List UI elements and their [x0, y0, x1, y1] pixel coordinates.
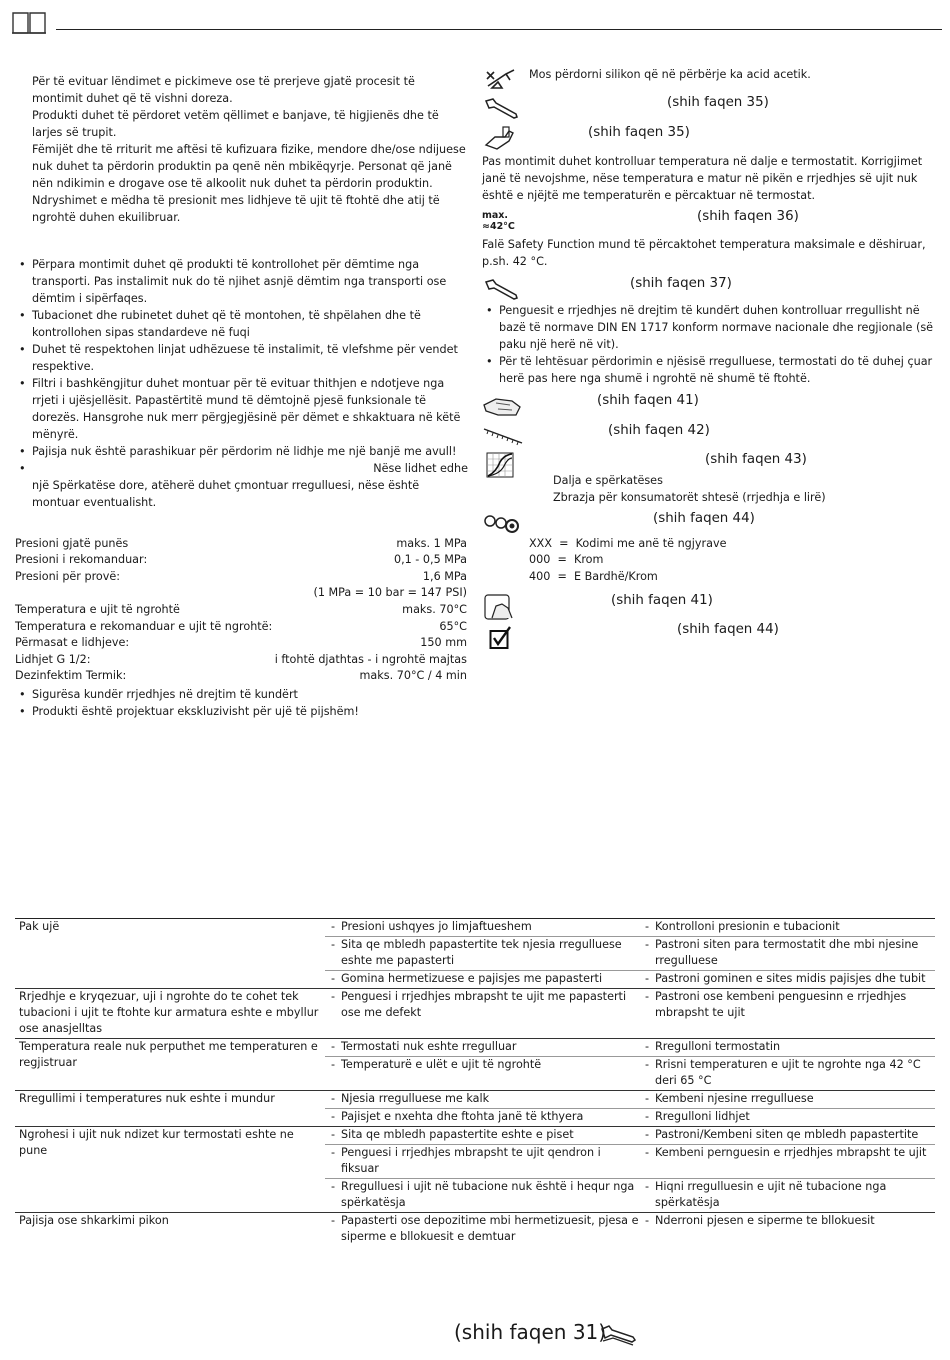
color-code-row [529, 551, 603, 568]
problem-cell: Pajisja ose shkarkimi pikon [15, 1213, 325, 1247]
silicone-warning: Mos përdorni silikon që në përbërje ka acid acetik. [529, 68, 811, 81]
fix-cell: - Kontrolloni presionin e tubacionit [645, 919, 935, 935]
maintenance-notes [482, 302, 934, 387]
tech-key: Presioni gjatë punës [15, 537, 129, 550]
fix-cell: - Rregulloni lidhjet [645, 1109, 935, 1125]
table-row [15, 1213, 935, 1247]
list-item: • Tubacionet dhe rubinetet duhet që të montohen, të shpëlahen dhe të kontrollohen sipas standardeve në fuqi [15, 307, 468, 341]
tech-key: Temperatura e ujit të ngrohtë [15, 603, 180, 616]
ref-page: (shih faqen 41) [611, 593, 713, 608]
table-row [15, 989, 935, 1039]
tech-row [15, 634, 467, 651]
header-rule [56, 29, 942, 30]
ref-page: (shih faqen 44) [677, 622, 779, 637]
cause-cell: - Gomina hermetizuese e pajisjes me papasterti [331, 971, 639, 987]
fix-cell: - Pastroni ose kembeni penguesinn e rrjedhjes mbrapsht te ujit [645, 989, 935, 1021]
cause-cell: - Presioni ushqyes jo limjaftueshem [331, 919, 639, 935]
list-item: • Penguesit e rrjedhjes në drejtim të kundërt duhen kontrolluar rregullisht në bazë të normave DIN EN 1717 konform normave nacionale dhe regjionale (së paku një herë në vit). [482, 302, 934, 353]
max-temp-value: ≈42°C [482, 221, 515, 232]
flow-label-drain: Zbrazja për konsumatorët shtesë (rrjedhja e lirë) [553, 491, 826, 504]
tech-row [15, 667, 467, 684]
tech-key: Presioni për provë: [15, 570, 121, 583]
ruler-icon [482, 425, 524, 449]
table-row [15, 1091, 935, 1109]
thermometer-hand-icon [483, 125, 519, 153]
cause-cell: - Penguesi i rrjedhjes mbrapsht te ujit qendron i fiksuar [331, 1145, 639, 1177]
tech-value: i ftohtë djathtas - i ngrohtë majtas [274, 653, 467, 666]
tech-row [15, 584, 467, 601]
hand-clean-icon [484, 594, 516, 622]
cause-cell: - Njesia rregulluese me kalk [331, 1091, 639, 1107]
list-item: • Përpara montimit duhet që produkti të kontrollohet për dëmtime nga transporti. Pas instalimit nuk do të njihet asnjë dëmtim nga transporti ose dëmtim i sipërfaqes. [15, 256, 468, 307]
table-row [15, 1127, 935, 1145]
color-code: XXX [529, 537, 552, 550]
tech-row [15, 535, 467, 552]
color-eq: = [557, 553, 567, 566]
cause-cell: - Temperaturë e ulët e ujit të ngrohtë [331, 1057, 639, 1073]
color-code: 000 [529, 553, 551, 566]
tech-value: (1 MPa = 10 bar = 147 PSI) [313, 586, 467, 599]
flow-label-outlet: Dalja e spërkatëses [553, 474, 663, 487]
footer-ref-page: (shih faqen 31) [454, 1320, 607, 1344]
tech-value: maks. 70°C [402, 603, 467, 616]
color-name: Kodimi me anë të ngjyrave [575, 537, 727, 550]
table-row [15, 1039, 935, 1057]
tech-bullets [15, 686, 468, 720]
list-item: • Produkti është projektuar ekskluzivisht për ujë të pijshëm! [15, 703, 468, 720]
fix-cell: - Rrisni temperaturen e ujit te ngrohte nga 42 °C deri 65 °C [645, 1057, 935, 1089]
list-item [15, 460, 468, 511]
checkbox-check-icon [489, 626, 513, 650]
list-item: • Sigurësa kundër rrjedhjes në drejtim të kundërt [15, 686, 468, 703]
fix-cell: - Rregulloni termostatin [645, 1039, 935, 1055]
last-bullet-line1: • Nëse lidhet edhe [373, 462, 468, 475]
problem-cell: Rregullimi i temperatures nuk eshte i mundur [15, 1091, 325, 1127]
cause-cell: - Sita qe mbledh papastertite eshte e piset [331, 1127, 639, 1143]
safety-para: Për të evituar lëndimet e pickimeve ose të prerjeve gjatë procesit të montimit duhet që të vishni doreza. [32, 75, 415, 105]
fix-cell: - Pastroni siten para termostatit dhe mbi njesine rregulluese [645, 937, 935, 969]
tech-key: Lidhjet G 1/2: [15, 653, 91, 666]
fix-cell: - Pastroni gominen e sites midis pajisjes dhe tubit [645, 971, 935, 987]
install-notes [15, 256, 468, 511]
ref-page: (shih faqen 43) [705, 452, 807, 467]
tech-key: Dezinfektim Termik: [15, 669, 127, 682]
ref-page: (shih faqen 35) [667, 95, 769, 110]
max-label: max. [482, 210, 509, 221]
book-icon [11, 9, 47, 35]
safety-section [32, 73, 468, 226]
fix-cell: - Pastroni/Kembeni siten qe mbledh papastertite [645, 1127, 935, 1143]
list-item: • Duhet të respektohen linjat udhëzuese të instalimit, të vlefshme për vendet respektive. [15, 341, 468, 375]
problem-cell: Rrjedhje e kryqezuar, uji i ngrohte do te cohet tek tubacioni i ujit te ftohte kur armatura eshte e mbyllur ose anasjelltas [15, 989, 325, 1039]
color-eq: = [559, 537, 569, 550]
tech-value: maks. 70°C / 4 min [359, 669, 467, 682]
tech-key: Përmasat e lidhjeve: [15, 636, 130, 649]
safety-para: Produkti duhet të përdoret vetëm qëllimet e banjave, të higjienës dhe të larjes së trupit. [32, 109, 439, 139]
fix-cell: - Kembeni njesine rregulluese [645, 1091, 935, 1107]
tech-value: 150 mm [420, 636, 467, 649]
color-code: 400 [529, 570, 551, 583]
ref-page: (shih faqen 44) [653, 511, 755, 526]
wrench-icon [483, 96, 521, 120]
tech-key: Presioni i rekomanduar: [15, 553, 148, 566]
wrench-icon [599, 1323, 639, 1347]
tech-value: 65°C [439, 620, 467, 633]
ref-page: (shih faqen 37) [630, 276, 732, 291]
tech-row [15, 551, 467, 568]
color-code-row [529, 535, 726, 552]
tech-row [15, 568, 467, 585]
fix-cell: - Kembeni pernguesin e rrjedhjes mbrapsht te ujit [645, 1145, 935, 1161]
table-row [15, 919, 935, 937]
ref-page: (shih faqen 41) [597, 393, 699, 408]
hand-adjust-icon [482, 393, 522, 419]
last-bullet-rest: një Spërkatëse dore, atëherë duhet çmontuar rregulluesi, nëse është montuar eventualisht. [32, 479, 420, 509]
cause-cell: - Penguesi i rrjedhjes mbrapsht te ujit me papasterti ose me defekt [331, 989, 639, 1021]
cause-cell: - Sita qe mbledh papastertite tek njesia rregulluese eshte me papasterti [331, 937, 639, 969]
list-item: • Për të lehtësuar përdorimin e njësisë rregulluese, termostati do të duhej çuar herë pas here nga shumë i ngrohtë në shumë të ftohtë. [482, 353, 934, 387]
tech-row [15, 651, 467, 668]
problem-cell: Pak ujë [15, 919, 325, 989]
tech-value: maks. 1 MPa [396, 537, 467, 550]
spare-parts-icon [482, 512, 522, 536]
silicone-gun-icon [484, 66, 520, 92]
ref-page: (shih faqen 35) [588, 125, 690, 140]
color-name: E Bardhë/Krom [573, 570, 658, 583]
ref-page: (shih faqen 36) [697, 209, 799, 224]
cause-cell: - Rregulluesi i ujit në tubacione nuk është i hequr nga spërkatësja [331, 1179, 639, 1211]
color-code-row [529, 568, 658, 585]
ref-page: (shih faqen 42) [608, 423, 710, 438]
tech-row [15, 618, 467, 635]
cause-cell: - Pajisjet e nxehta dhe ftohta janë të kthyera [331, 1109, 639, 1125]
fix-cell: - Hiqni rregulluesin e ujit në tubacione nga spërkatësja [645, 1179, 935, 1211]
tech-value: 1,6 MPa [422, 570, 467, 583]
tech-value: 0,1 - 0,5 MPa [393, 553, 467, 566]
fix-cell: - Nderroni pjesen e siperme te bllokuesit [645, 1213, 935, 1229]
cause-cell: - Papasterti ose depozitime mbi hermetizuesit, pjesa e siperme e bllokuesit e demtuar [331, 1213, 639, 1245]
troubleshooting-table [15, 918, 935, 1246]
tech-key: Temperatura e rekomanduar e ujit të ngrohtë: [15, 620, 273, 633]
safety-para: Ndryshimet e mëdha të presionit mes lidhjeve të ujit të ftohtë dhe atij të ngrohtë duhen ekuilibruar. [32, 194, 440, 224]
list-item: • Filtri i bashkëngjitur duhet montuar për të evituar thithjen e ndotjeve nga rrjeti i ujësjellësit. Papastërtitë mund të dëmtojnë pjesë funksionale të dorezës. Hansgrohe nuk merr përgjegjësinë për dëmet e shkaktuara në këtë mënyrë. [15, 375, 468, 443]
safety-function-para: Falë Safety Function mund të përcaktohet temperatura maksimale e dëshiruar, p.sh. 42 °C. [482, 238, 926, 268]
thermo-check-para: Pas montimit duhet kontrolluar temperatura në dalje e termostatit. Korrigjimet janë të nevojshme, nëse temperatura e matur në pikën e rrjedhjes së ujit nuk është e njëjtë me temperaturën e përcaktuar në termostat. [482, 155, 923, 202]
safety-para: Fëmijët dhe të rriturit me aftësi të kufizuara fizike, mendore dhe/ose ndijuese nuk duhet ta përdorin produktin pa qenë nën mbikëqyrje. Personat që janë nën ndikimin e drogave ose të alkoolit nuk duhet ta përdorin produktin. [32, 143, 466, 190]
list-item: • Pajisja nuk është parashikuar për përdorim në lidhje me një banjë me avull! [15, 443, 468, 460]
wrench-icon [483, 277, 521, 301]
cause-cell: - Termostati nuk eshte rregulluar [331, 1039, 639, 1055]
color-eq: = [557, 570, 567, 583]
flow-diagram-icon [486, 452, 514, 478]
color-name: Krom [573, 553, 604, 566]
problem-cell: Temperatura reale nuk perputhet me temperaturen e regjistruar [15, 1039, 325, 1091]
tech-row [15, 601, 467, 618]
max-temp-icon [482, 210, 515, 232]
problem-cell: Ngrohesi i ujit nuk ndizet kur termostati eshte ne pune [15, 1127, 325, 1213]
